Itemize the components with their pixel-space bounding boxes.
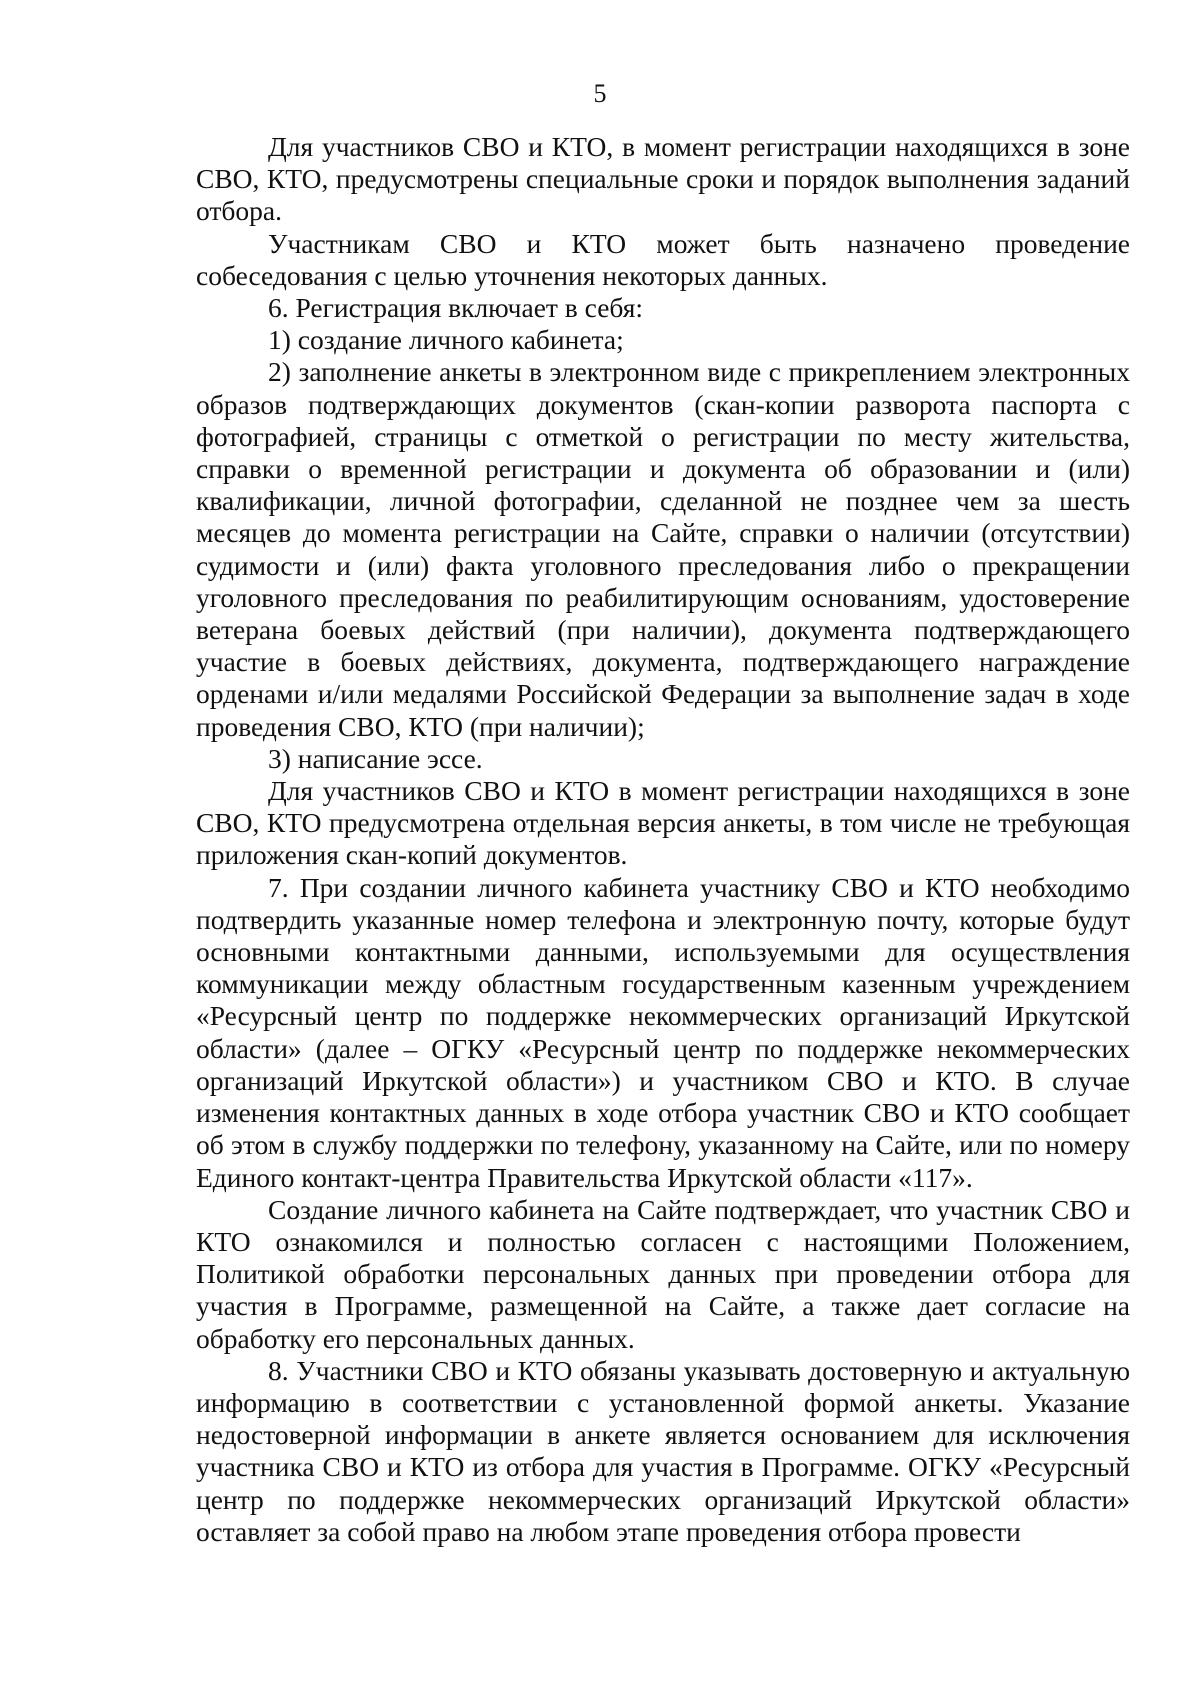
paragraph-consent: Создание личного кабинета на Сайте подтверждает, что участник СВО и КТО ознакомился и полностью согласен с настоящими Положением, Политикой обработки персональных данных при проведении отбора для участия в Программе, размещенной на Сайте, а также дает согласие на обработку его персональных данных. (196, 1193, 1130, 1354)
paragraph-accurate-information: 8. Участники СВО и КТО обязаны указывать достоверную и актуальную информацию в соответствии с установленной формой анкеты. Указание недостоверной информации в анкете является основанием для исключения участника СВО и КТО из отбора для участия в Программе. ОГКУ «Ресурсный центр по поддержке некоммерческих организаций Иркутской области» оставляет за собой право на любом этапе проведения отбора провести (196, 1354, 1130, 1547)
list-item-questionnaire: 2) заполнение анкеты в электронном виде с прикреплением электронных образов подтверждающих документов (скан-копии разворота паспорта с фотографией, страницы с отметкой о регистрации по месту жительства, справки о временной регистрации и документа об образовании и (или) квалификации, личной фотографии, сделанной не позднее чем за шесть месяцев до момента регистрации на Сайте, справки о наличии (отсутствии) судимости и (или) факта уголовного преследования либо о прекращении уголовного преследования по реабилитирующим основаниям, удостоверение ветерана боевых действий (при наличии), документа подтверждающего участие в боевых действиях, документа, подтверждающего награждение орденами и/или медалями Российской Федерации за выполнение задач в ходе проведения СВО, КТО (при наличии); (196, 356, 1130, 742)
document-body (196, 131, 1130, 1548)
list-item-essay: 3) написание эссе. (268, 742, 483, 774)
page-number: 5 (593, 79, 607, 108)
list-item-personal-account: 1) создание личного кабинета; (268, 324, 624, 356)
paragraph-contact-details: 7. При создании личного кабинета участнику СВО и КТО необходимо подтвердить указанные номер телефона и электронную почту, которые будут основными контактными данными, используемыми для осуществления коммуникации между областным государственным казенным учреждением «Ресурсный центр по поддержке некоммерческих организаций Иркутской области» (далее – ОГКУ «Ресурсный центр по поддержке некоммерческих организаций Иркутской области») и участником СВО и КТО. В случае изменения контактных данных в ходе отбора участник СВО и КТО сообщает об этом в службу поддержки по телефону, указанному на Сайте, или по номеру Единого контакт-центра Правительства Иркутской области «117». (196, 871, 1130, 1193)
paragraph-separate-questionnaire: Для участников СВО и КТО в момент регистрации находящихся в зоне СВО, КТО предусмотрена отдельная версия анкеты, в том числе не требующая приложения скан-копий документов. (196, 775, 1130, 871)
paragraph-svo-deadlines: Для участников СВО и КТО, в момент регистрации находящихся в зоне СВО, КТО, предусмотрены специальные сроки и порядок выполнения заданий отбора. (196, 131, 1130, 227)
paragraph-registration-includes: 6. Регистрация включает в себя: (268, 292, 644, 324)
paragraph-interview: Участникам СВО и КТО может быть назначено проведение собеседования с целью уточнения некоторых данных. (196, 227, 1130, 291)
